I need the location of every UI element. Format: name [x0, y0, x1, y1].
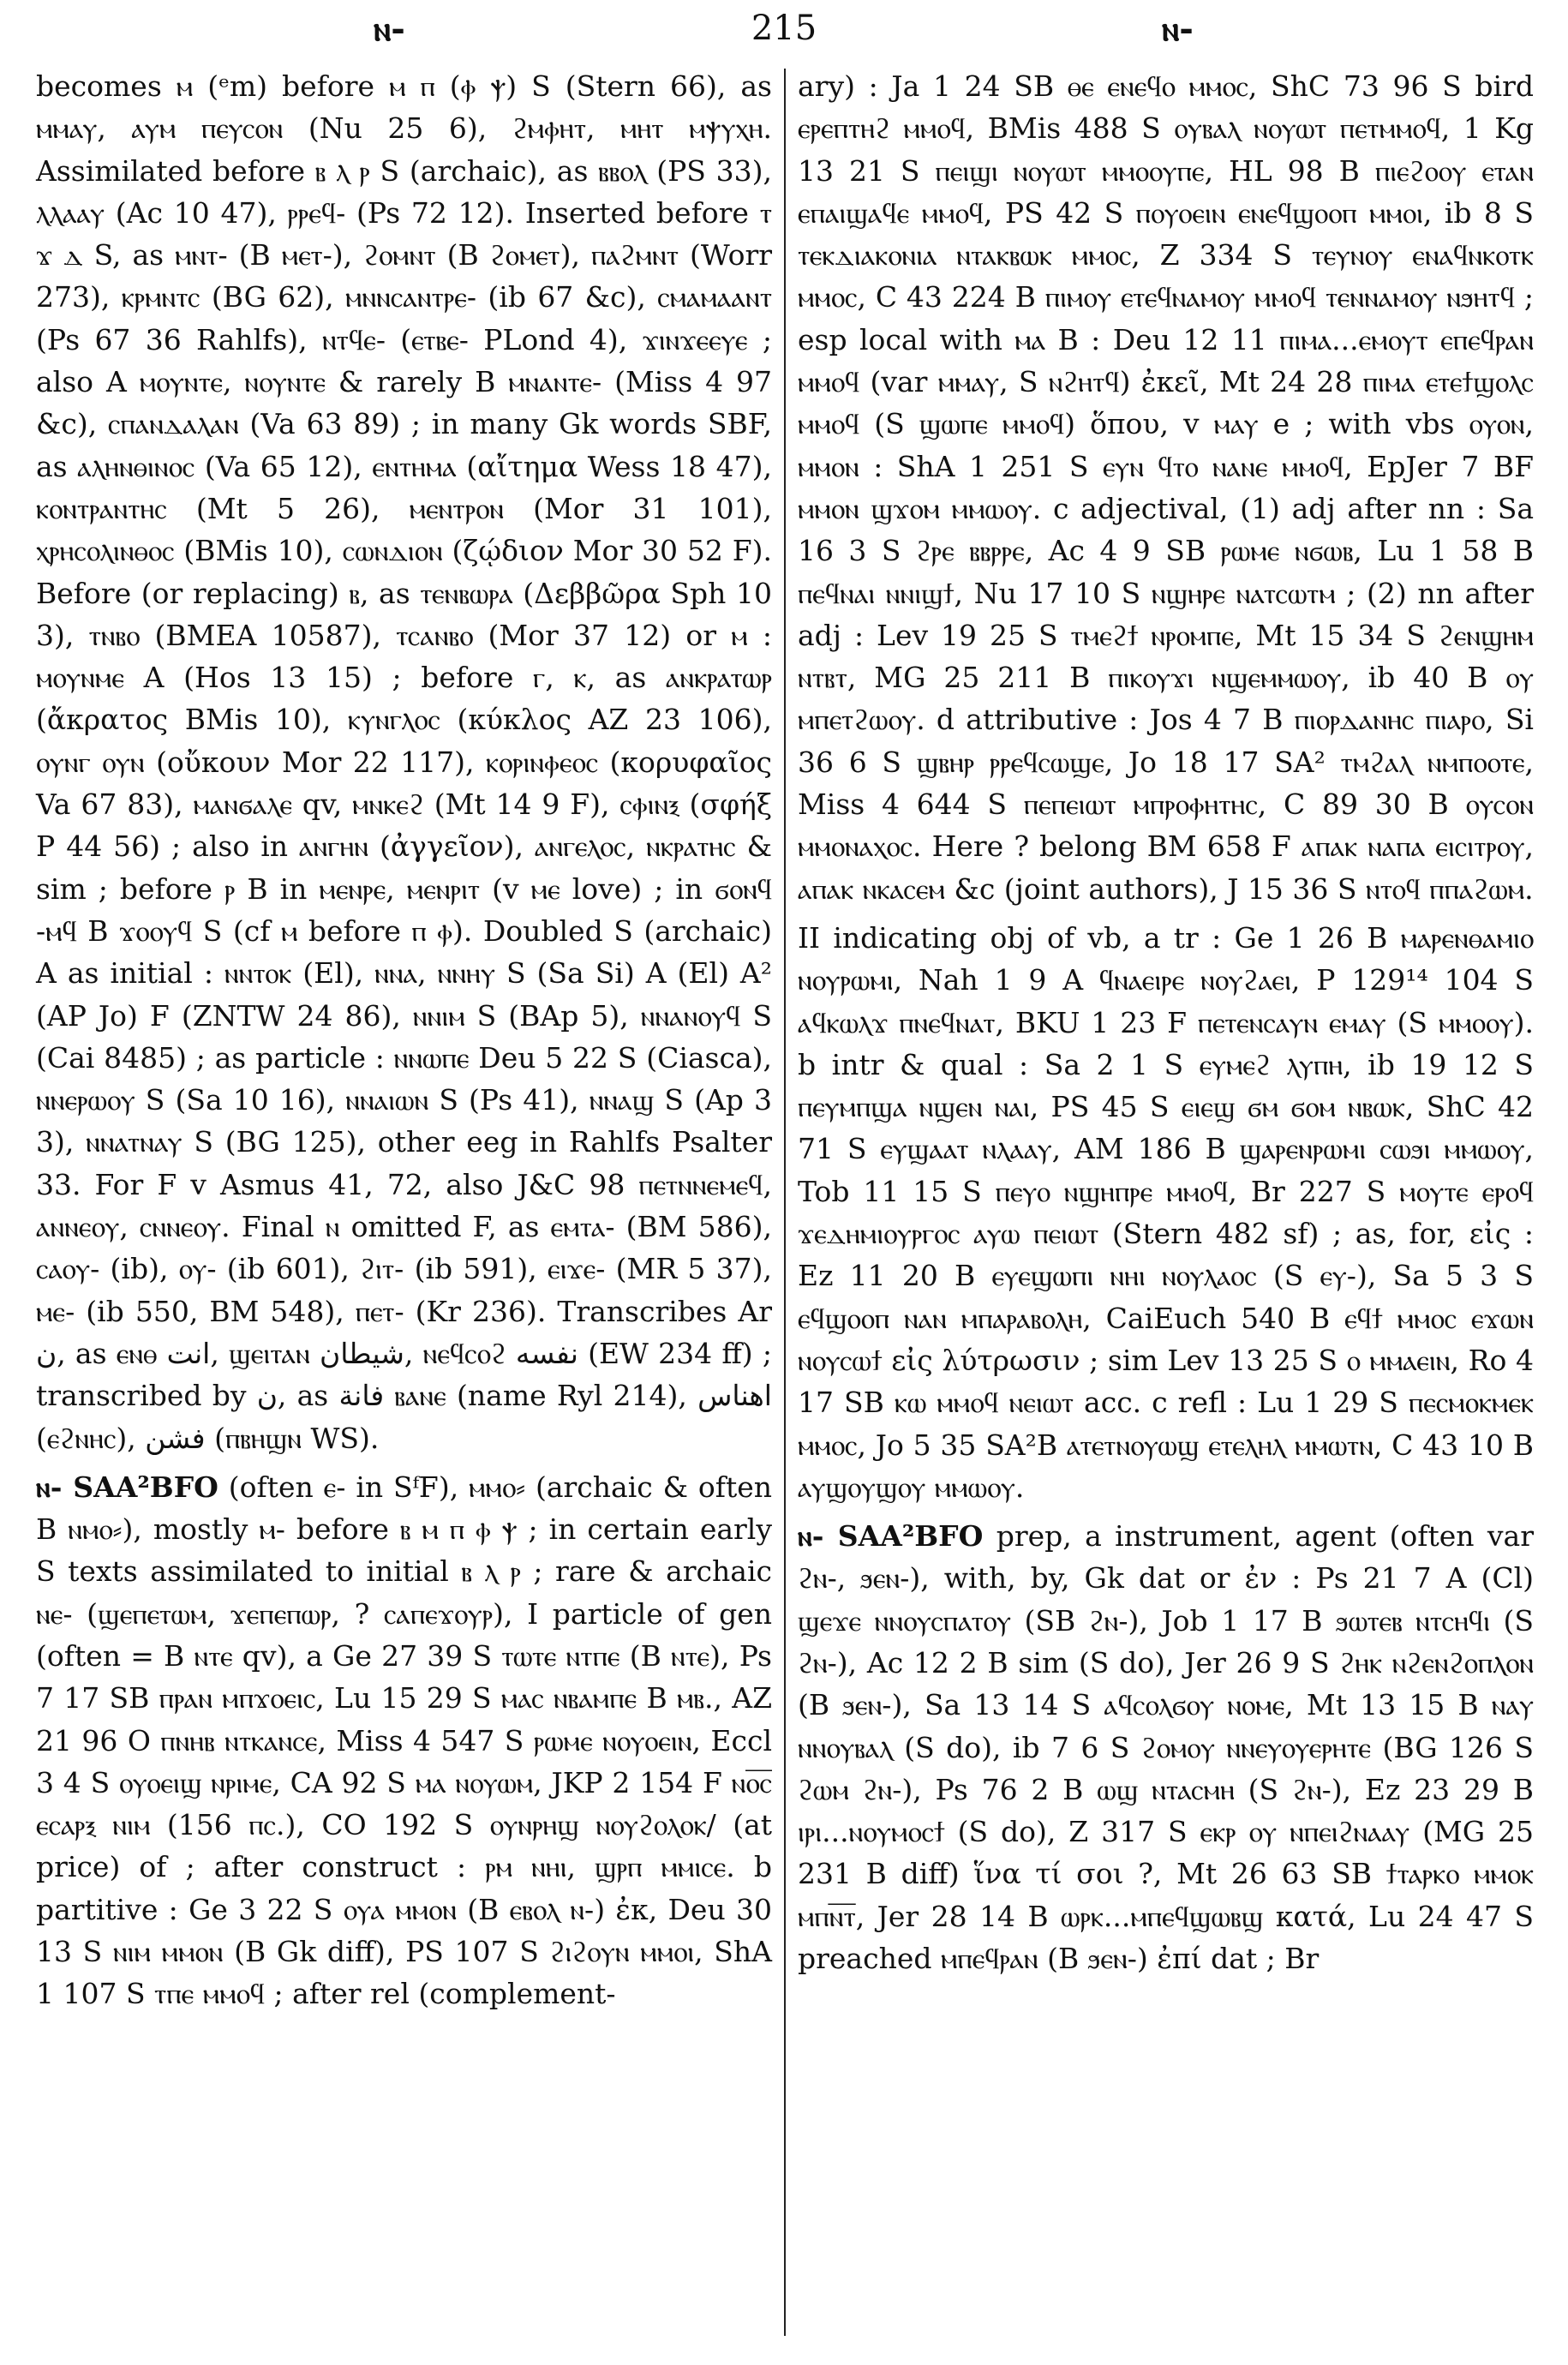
left-column: [24, 65, 784, 2339]
header-left-keyword: ⲛ-: [374, 9, 405, 49]
entry-body: prep, a instrument, agent (often var ϩⲛ-, ϧⲉⲛ-), with, by, Gk dat or ἐν : Ps 21 7 A (Cl) ϣⲉϫⲉ ⲛⲛⲟⲩⲥⲡⲁⲧⲟⲩ (SB ϩⲛ-), Job 1 17 B ϧⲱⲧⲉⲃ ⲛⲧⲥⲏϥⲓ (S ϩⲛ-), Ac 12 2 B sim (S do), Jer 26 9 S ϩⲏⲕ ⲛϩⲉⲛϩⲟⲡⲗⲟⲛ (B ϧⲉⲛ-), Sa 13 14 S ⲁϥⲥⲟⲗϭⲟⲩ ⲛⲟⲙⲉ, Mt 13 15 B ⲛⲁⲩ ⲛⲛⲟⲩⲃⲁⲗ (S do), ib 7 6 S ϩⲟⲙⲟⲩ ⲛⲛⲉⲩⲟⲩⲉⲣⲏⲧⲉ (BG 126 S ϩⲱⲙ ϩⲛ-), Ps 76 2 B ⲱϣ ⲛⲧⲁⲥⲙⲏ (S ϩⲛ-), Ez 23 29 B ⲓⲣⲓ...ⲛⲟⲩⲙⲟⲥϯ (S do), Z 317 S ⲉⲕⲣ ⲟⲩ ⲛⲡⲉⲓϩⲛⲁⲁⲩ (MG 25 231 B diff) ἵνα τί σοι ?, Mt 26 63 SB ϯⲧⲁⲣⲕⲟ ⲙⲙⲟⲕ ⲙⲡⲛ̅ⲧ̅, Jer 28 14 B ⲱⲣⲕ...ⲙⲡⲉϥϣⲱⲃϣ κατά, Lu 24 47 S preached ⲙⲡⲉϥⲣⲁⲛ (B ϧⲉⲛ-) ἐπί dat ; Br: [798, 1519, 1534, 1976]
entry-headword: ⲛ- SAA²BFO: [798, 1519, 984, 1554]
right-paragraph-2: II indicating obj of vb, a tr : Ge 1 26 B ⲙⲁⲣⲉⲛⲑⲁⲙⲓⲟ ⲛⲟⲩⲣⲱⲙⲓ, Nah 1 9 A ϥⲛⲁⲉⲓⲣⲉ ⲛⲟⲩϩⲁⲉⲓ, P 129¹⁴ 104 S ⲁϥⲕⲱⲗϫ ⲡⲛⲉϥⲛⲁⲧ, BKU 1 23 F ⲡⲉⲧⲉⲛⲥⲁⲩⲛ ⲉⲙⲁⲩ (S ⲙⲙⲟⲟⲩ). b intr & qual : Sa 2 1 S ⲉⲩⲙⲉϩ ⲗⲩⲡⲏ, ib 19 12 S ⲡⲉⲩⲙⲡϣⲁ ⲛϣⲉⲛ ⲛⲁⲓ, PS 45 S ⲉⲓⲉϣ ϭⲙ ϭⲟⲙ ⲛⲃⲱⲕ, ShC 42 71 S ⲉⲩϣⲁⲁⲧ ⲛⲗⲁⲁⲩ, AM 186 B ϣⲁⲣⲉⲛⲣⲱⲙⲓ ⲥⲱϧⲓ ⲙⲙⲱⲟⲩ, Tob 11 15 S ⲡⲉⲩⲟ ⲛϣⲏⲡⲣⲉ ⲙⲙⲟϥ, Br 227 S ⲙⲟⲩⲧⲉ ⲉⲣⲟϥ ϫⲉⲇⲏⲙⲓⲟⲩⲣⲅⲟⲥ ⲁⲩⲱ ⲡⲉⲓⲱⲧ (Stern 482 sf) ; as, for, εἰς : Ez 11 20 B ⲉⲩⲉϣⲱⲡⲓ ⲛⲏⲓ ⲛⲟⲩⲗⲁⲟⲥ (S ⲉⲩ-), Sa 5 3 S ⲉϥϣⲟⲟⲡ ⲛⲁⲛ ⲙⲡⲁⲣⲁⲃⲟⲗⲏ, CaiEuch 540 B ⲉϥϯ ⲙⲙⲟⲥ ⲉϫⲱⲛ ⲛⲟⲩⲥⲱϯ εἰς λύτρωσιν ; sim Lev 13 25 S ⲟ ⲙⲙⲁⲉⲓⲛ, Ro 4 17 SB ⲕⲱ ⲙⲙⲟϥ ⲛⲉⲓⲱⲧ acc. c refl : Lu 1 29 S ⲡⲉⲥⲙⲟⲕⲙⲉⲕ ⲙⲙⲟⲥ, Jo 5 35 SA²B ⲁⲧⲉⲧⲛⲟⲩⲱϣ ⲉⲧⲉⲗⲏⲗ ⲙⲙⲱⲧⲛ, C 43 10 B ⲁⲩϣⲟⲩϣⲟⲩ ⲙⲙⲱⲟⲩ.: [798, 920, 1534, 1504]
right-paragraph-1: ary) : Ja 1 24 SB ⲑⲉ ⲉⲛⲉϥⲟ ⲙⲙⲟⲥ, ShC 73 96 S bird ⲉⲣⲉⲡⲧⲏϩ ⲙⲙⲟϥ, BMis 488 S ⲟⲩⲃⲁⲗ ⲛⲟⲩⲱⲧ ⲡⲉⲧⲙⲙⲟϥ, 1 Kg 13 21 S ⲡⲉⲓϣⲓ ⲛⲟⲩⲱⲧ ⲙⲙⲟⲟⲩⲡⲉ, HL 98 B ⲡⲓⲉϩⲟⲟⲩ ⲉⲧⲁⲛ ⲉⲡⲁⲓϣⲁϥⲉ ⲙⲙⲟϥ, PS 42 S ⲡⲟⲩⲟⲉⲓⲛ ⲉⲛⲉϥϣⲟⲟⲡ ⲙⲙⲟⲓ, ib 8 S ⲧⲉⲕⲇⲓⲁⲕⲟⲛⲓⲁ ⲛⲧⲁⲕⲃⲱⲕ ⲙⲙⲟⲥ, Z 334 S ⲧⲉⲩⲛⲟⲩ ⲉⲛⲁϥⲛⲕⲟⲧⲕ ⲙⲙⲟⲥ, C 43 224 B ⲡⲓⲙⲟⲩ ⲉⲧⲉϥⲛⲁⲙⲟⲩ ⲙⲙⲟϥ ⲧⲉⲛⲛⲁⲙⲟⲩ ⲛϧⲏⲧϥ ; esp local with ⲙⲁ B : Deu 12 11 ⲡⲓⲙⲁ...ⲉⲙⲟⲩⲧ ⲉⲡⲉϥⲣⲁⲛ ⲙⲙⲟϥ (var ⲙⲙⲁⲩ, S ⲛϩⲏⲧϥ) ἐκεῖ, Mt 24 28 ⲡⲓⲙⲁ ⲉⲧⲉϯϣⲟⲗⲥ ⲙⲙⲟϥ (S ϣⲱⲡⲉ ⲙⲙⲟϥ) ὅπου, v ⲙⲁⲩ e ; with vbs ⲟⲩⲟⲛ, ⲙⲙⲟⲛ : ShA 1 251 S ⲉⲩⲛ ϥⲧⲟ ⲛⲁⲛⲉ ⲙⲙⲟϥ, EpJer 7 BF ⲙⲙⲟⲛ ϣϫⲟⲙ ⲙⲙⲱⲟⲩ. c adjectival, (1) adj after nn : Sa 16 3 S ϩⲣⲉ ⲃⲃⲣⲣⲉ, Ac 4 9 SB ⲣⲱⲙⲉ ⲛϭⲱⲃ, Lu 1 58 B ⲡⲉϥⲛⲁⲓ ⲛⲛⲓϣϯ, Nu 17 10 S ⲛϣⲏⲣⲉ ⲛⲁⲧⲥⲱⲧⲙ ; (2) nn after adj : Lev 19 25 S ⲧⲙⲉϩϯ ⲛⲣⲟⲙⲡⲉ, Mt 15 34 S ϩⲉⲛϣⲏⲙ ⲛⲧⲃⲧ, MG 25 211 B ⲡⲓⲕⲟⲩϫⲓ ⲛϣⲉⲙⲙⲱⲟⲩ, ib 40 B ⲟⲩ ⲙⲡⲉⲧϩⲱⲟⲩ. d attributive : Jos 4 7 B ⲡⲓⲟⲣⲇⲁⲛⲏⲥ ⲡⲓⲁⲣⲟ, Si 36 6 S ϣⲃⲏⲣ ⲣⲣⲉϥⲥⲱϣⲉ, Jo 18 17 SA² ⲧⲙϩⲁⲗ ⲛⲙⲡⲟⲟⲧⲉ, Miss 4 644 S ⲡⲉⲡⲉⲓⲱⲧ ⲙⲡⲣⲟⲫⲏⲧⲏⲥ, C 89 30 B ⲟⲩⲥⲟⲛ ⲙⲙⲟⲛⲁⲭⲟⲥ. Here ? belong BM 658 F ⲁⲡⲁⲕ ⲛⲁⲡⲁ ⲉⲓⲥⲓⲧⲣⲟⲩ, ⲁⲡⲁⲕ ⲛⲕⲁⲥⲉⲙ &c (joint authors), J 15 36 S ⲛⲧⲟϥ ⲡⲡⲁϩⲱⲙ.: [798, 69, 1534, 906]
left-paragraph-1: becomes ⲙ (ᵉm) before ⲙ ⲡ (ⲫ ⲯ) S (Stern 66), as ⲙⲙⲁⲩ, ⲁⲩⲙ ⲡⲉⲩⲥⲟⲛ (Nu 25 6), ϩⲙⲫⲏⲧ, ⲙⲏⲧ ⲙⲯⲩⲭⲏ. Assimilated before ⲃ ⲗ ⲣ S (archaic), as ⲃⲃⲟⲗ (PS 33), ⲗⲗⲁⲁⲩ (Ac 10 47), ⲣⲣⲉϥ- (Ps 72 12). Inserted before ⲧ ϫ ⲇ S, as ⲙⲛⲧ- (B ⲙⲉⲧ-), ϩⲟⲙⲛⲧ (B ϩⲟⲙⲉⲧ), ⲡⲁϩⲙⲛⲧ (Worr 273), ⲕⲣⲙⲛⲧⲥ (BG 62), ⲙⲛⲛⲥⲁⲛⲧⲣⲉ- (ib 67 &c), ⲥⲙⲁⲙⲁⲁⲛⲧ (Ps 67 36 Rahlfs), ⲛⲧϥⲉ- (ⲉⲧⲃⲉ- PLond 4), ϫⲓⲛϫⲉⲉⲩⲉ ; also A ⲙⲟⲩⲛⲧⲉ, ⲛⲟⲩⲛⲧⲉ & rarely B ⲙⲛⲁⲛⲧⲉ- (Miss 4 97 &c), ⲥⲡⲁⲛⲇⲁⲗⲁⲛ (Va 63 89) ; in many Gk words SBF, as ⲁⲗⲏⲛⲑⲓⲛⲟⲥ (Va 65 12), ⲉⲛⲧⲏⲙⲁ (αἴτημα Wess 18 47), ⲕⲟⲛⲧⲣⲁⲛⲧⲏⲥ (Mt 5 26), ⲙⲉⲛⲧⲣⲟⲛ (Mor 31 101), ⲭⲣⲏⲥⲟⲗⲓⲛⲑⲟⲥ (BMis 10), ⲥⲱⲛⲇⲓⲟⲛ (ζῴδιον Mor 30 52 F). Before (or replacing) ⲃ, as ⲧⲉⲛⲃⲱⲣⲁ (Δεββῶρα Sph 10 3), ⲧⲛⲃⲟ (BMEA 10587), ⲧⲥⲁⲛⲃⲟ (Mor 37 12) or ⲙ : ⲙⲟⲩⲛⲙⲉ A (Hos 13 15) ; before ⲅ, ⲕ, as ⲁⲛⲕⲣⲁⲧⲱⲣ (ἄκρατος BMis 10), ⲕⲩⲛⲅⲗⲟⲥ (κύκλος AZ 23 106), ⲟⲩⲛⲅ ⲟⲩⲛ (οὔκουν Mor 22 117), ⲕⲟⲣⲓⲛⲫⲉⲟⲥ (κορυφαῖος Va 67 83), ⲙⲁⲛϭⲁⲗⲉ qv, ⲙⲛⲕⲉϩ (Mt 14 9 F), ⲥⲫⲓⲛⲝ (σφήξ P 44 56) ; also in ⲁⲛⲅⲏⲛ (ἀγγεῖον), ⲁⲛⲅⲉⲗⲟⲥ, ⲛⲕⲣⲁⲧⲏⲥ & sim ; before ⲣ B in ⲙⲉⲛⲣⲉ, ⲙⲉⲛⲣⲓⲧ (v ⲙⲉ love) ; in ϭⲟⲛϥ -ⲙϥ B ϫⲟⲟⲩϥ S (cf ⲙ before ⲡ ⲫ). Doubled S (archaic) A as initial : ⲛⲛⲧⲟⲕ (El), ⲛⲛⲁ, ⲛⲛⲏⲩ S (Sa Si) A (El) A² (AP Jo) F (ZNTW 24 86), ⲛⲛⲓⲙ S (BAp 5), ⲛⲛⲁⲛⲟⲩϥ S (Cai 8485) ; as particle : ⲛⲛⲱⲡⲉ Deu 5 22 S (Ciasca), ⲛⲛⲉⲣⲱⲟⲩ S (Sa 10 16), ⲛⲛⲁⲓⲱⲛ S (Ps 41), ⲛⲛⲁϣ S (Ap 3 3), ⲛⲛⲁⲧⲛⲁⲩ S (BG 125), other eeg in Rahlfs Psalter 33. For F v Asmus 41, 72, also J&C 98 ⲡⲉⲧⲛⲛⲉⲙⲉϥ, ⲁⲛⲛⲉⲟⲩ, ⲥⲛⲛⲉⲟⲩ. Final ⲛ omitted F, as ⲉⲙⲧⲁ- (BM 586), ⲥⲁⲟⲩ- (ib), ⲟⲩ- (ib 601), ϩⲓⲧ- (ib 591), ⲉⲓϫⲉ- (MR 5 37), ⲙⲉ- (ib 550, BM 548), ⲡⲉⲧ- (Kr 236). Transcribes Ar ن, as ⲉⲛⲑ انت, ϣⲉⲓⲧⲁⲛ شيطان, ⲛⲉϥⲥⲟϩ نفسه (EW 234 ff) ; transcribed by ن, as فانة ⲃⲁⲛⲉ (name Ryl 214), اهناس (ⲉϩⲛⲏⲥ), فشن (ⲡⲃⲏϣⲛ WS).: [36, 69, 772, 1455]
header-right-keyword: ⲛ-: [1162, 9, 1194, 49]
left-paragraph-2: [36, 1466, 772, 2015]
right-column: [786, 65, 1546, 2339]
entry-headword: ⲛ- SAA²BFO: [36, 1470, 218, 1504]
page-header: [0, 9, 1568, 60]
right-paragraph-3: [798, 1515, 1534, 1979]
page-number: 215: [751, 9, 817, 48]
text-columns: [24, 65, 1546, 2339]
entry-body: (often ⲉ- in SᶠF), ⲙⲙⲟ⸗ (archaic & often B ⲛⲙⲟ⸗), mostly ⲙ- before ⲃ ⲙ ⲡ ⲫ ⲯ ; in certain early S texts assimilated to initial ⲃ ⲗ ⲣ ; rare & archaic ⲛⲉ- (ϣⲉⲡⲉⲧⲱⲙ, ϫⲉⲡⲉⲡⲱⲣ, ? ⲥⲁⲡⲉϫⲟⲩⲣ), I particle of gen (often = B ⲛⲧⲉ qv), a Ge 27 39 S ⲧⲱⲧⲉ ⲛⲧⲡⲉ (B ⲛⲧⲉ), Ps 7 17 SB ⲡⲣⲁⲛ ⲙⲡϫⲟⲉⲓⲥ, Lu 15 29 S ⲙⲁⲥ ⲛⲃⲁⲙⲡⲉ B ⲙⲃ., AZ 21 96 O ⲡⲛⲏⲃ ⲛⲧⲕⲁⲛⲥⲉ, Miss 4 547 S ⲣⲱⲙⲉ ⲛⲟⲩⲟⲉⲓⲛ, Eccl 3 4 S ⲟⲩⲟⲉⲓϣ ⲛⲣⲓⲙⲉ, CA 92 S ⲙⲁ ⲛⲟⲩⲱⲙ, JKP 2 154 F ⲛⲟ̅ⲥ̅ ⲉⲥⲁⲣⲝ ⲛⲓⲙ (156 ⲡⲥ.), CO 192 S ⲟⲩⲛⲣⲏϣ ⲛⲟⲩϩⲟⲗⲟⲕ/ (at price) of ; after construct : ⲣⲙ ⲛⲏⲓ, ϣⲣⲡ ⲙⲙⲓⲥⲉ. b partitive : Ge 3 22 S ⲟⲩⲁ ⲙⲙⲟⲛ (B ⲉⲃⲟⲗ ⲛ-) ἐκ, Deu 30 13 S ⲛⲓⲙ ⲙⲙⲟⲛ (B Gk diff), PS 107 S ϩⲓϩⲟⲩⲛ ⲙⲙⲟⲓ, ShA 1 107 S ⲧⲡⲉ ⲙⲙⲟϥ ; after rel (complement-: [36, 1470, 772, 2011]
